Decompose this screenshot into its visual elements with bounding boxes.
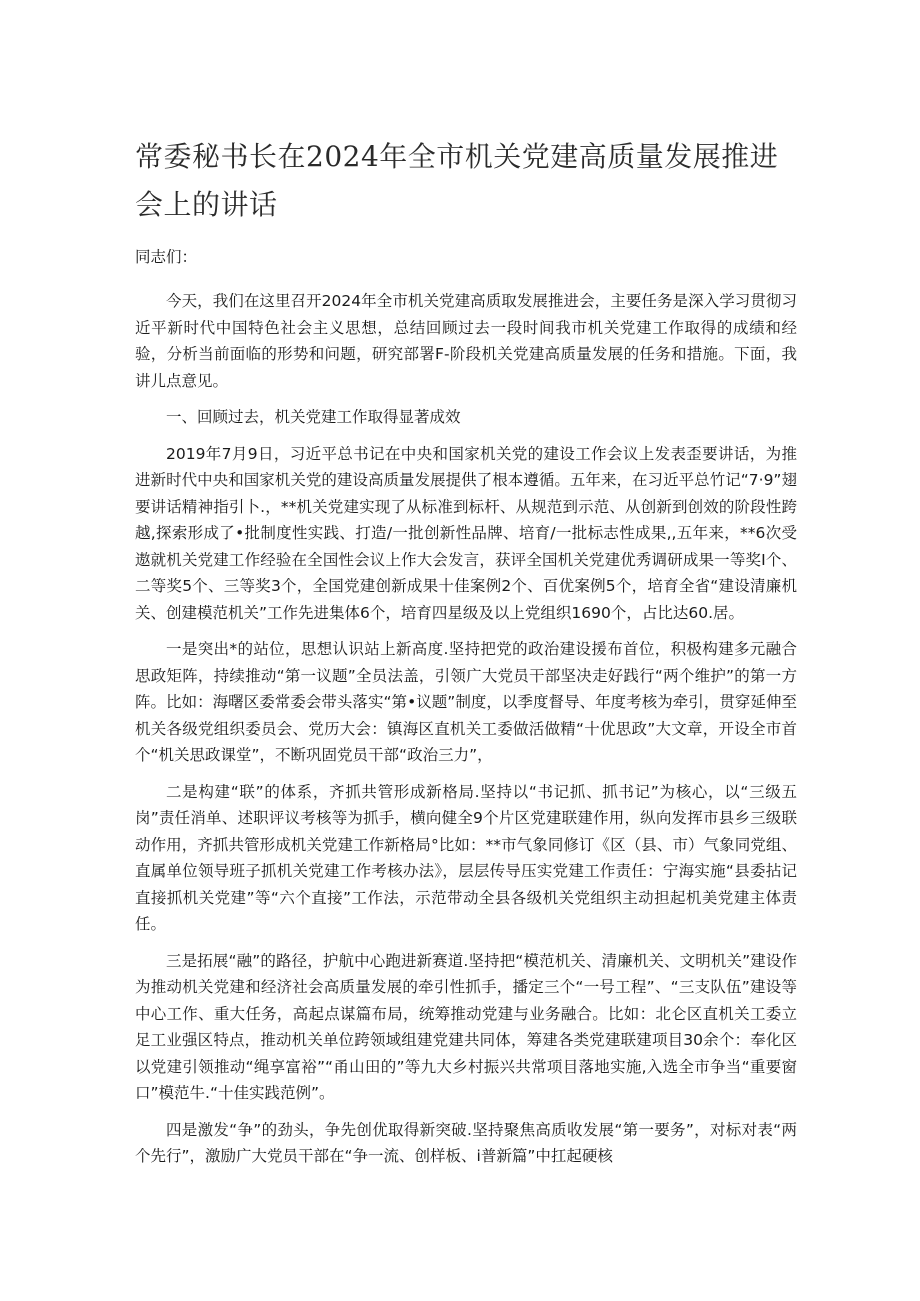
paragraph-point-4: 四是激发“争”的劲头，争先创优取得新突破.坚持聚焦高质收发展“第一要务”，对标对表“两个先行”，激励广大党员干部在“争一流、创样板、i普新篇”中扛起硬核 [135,1120,797,1165]
intro-paragraph: 今天，我们在这里召开2024年全市机关党建高质取发展推进会，主要任务是深入学习贯彻习近平新时代中国特色社会主义思想，总结回顾过去一段时间我市机关党建工作取得的成绩和经验，分析当前面临的形势和问题，研究部署F-阶段机关党建高质量发展的任务和措施。下面，我讲儿点意见。 [135,292,797,390]
paragraph-review: 2019年7月9日，习近平总书记在中央和国家机关党的建设工作会议上发表歪要讲话，为推进新时代中央和国家机关党的建设高质量发展提供了根本遵循。五年来，在习近平总竹记“7·9”翅要讲话精神指引卜.，**机关党建实现了从标准到标杆、从规范到示范、从创新到创效的阶段性跨越,探索形成了•批制度性实践、打造/一批创新性品牌、培育/一批标志性成果,,五年来，**6次受遨就机关党建工作经验在全国性会议上作大会发言，获评全国机关党建优秀调研成果一等奖I个、二等奖5个、三等奖3个，全国党建创新成果十佳案例2个、百优案例5个，培育全省“建设清廉机关、创建模范机关”工作先进集体6个，培育四星级及以上党组织1690个，占比达60.居。 [135,444,797,622]
paragraph-point-3: 三是拓展“融”的路径，护航中心跑进新赛道.坚持把“模范机关、清廉机关、文明机关”建设作为推动机关党建和经济社会高质量发展的牵引性抓手，播定三个“一号工程”、“三支队伍”建设等中心工作、重大任务，高起点谋篇布局，统筹推动党建与业务融合。比如：北仑区直机关工委立足工业强区特点，推动机关单位跨领域组建党建共同体，筹建各类党建联建项目30余个：奉化区以党建引领推动“绳享富裕”“甬山田的”等九大乡村振兴共常项目落地实施,入选全市争当“重要窗口”模范牛.“十佳实践范例”。 [135,951,797,1102]
paragraph-point-2: 二是构建“联”的体系，齐抓共管形成新格局.坚持以“书记抓、抓书记”为核心，以“三级五岗”责任消单、述职评议考核等为抓手，横向健全9个片区党建联建作用，纵向发挥市县乡三级联动作用，齐抓共管形成机关党建工作新格局°比如：**市气象同修订《区（县、市）气象同党组、直属单位领导班子抓机关党建工作考核办法》，层层传导压实党建工作责任：宁海实施“县委拈记直接抓机关党建”等“六个直接”工作法，示范带动全县各级机关党组织主动担起机美党建主体责任。 [135,782,797,933]
document-title: 常委秘书长在2024年全市机关党建高质量发展推进会上的讲话 [135,140,779,221]
paragraph-point-1: 一是突出*的站位，思想认识站上新高度.坚持把党的政治建设援布首位，积极构建多元融合思政矩阵，持续推动“第一议题”全员法盖，引领广大党员干部坚决走好践行“两个维护”的第一方阵。比如：海曙区委常委会带头落实“第•议题”制度，以季度督导、年度考核为牵引，贯穿延伸至机关各级党组织委员会、党历大会：镇海区直机关工委做活做精“十优思政”大文章，开设全市首个“机关思政课堂”，不断巩固党员干部“政治三力”， [135,640,797,764]
section-heading-1: 一、回顾过去，机关党建工作取得显著成效 [166,408,461,426]
salutation: 同志们： [135,248,198,266]
document-body [135,288,797,1170]
